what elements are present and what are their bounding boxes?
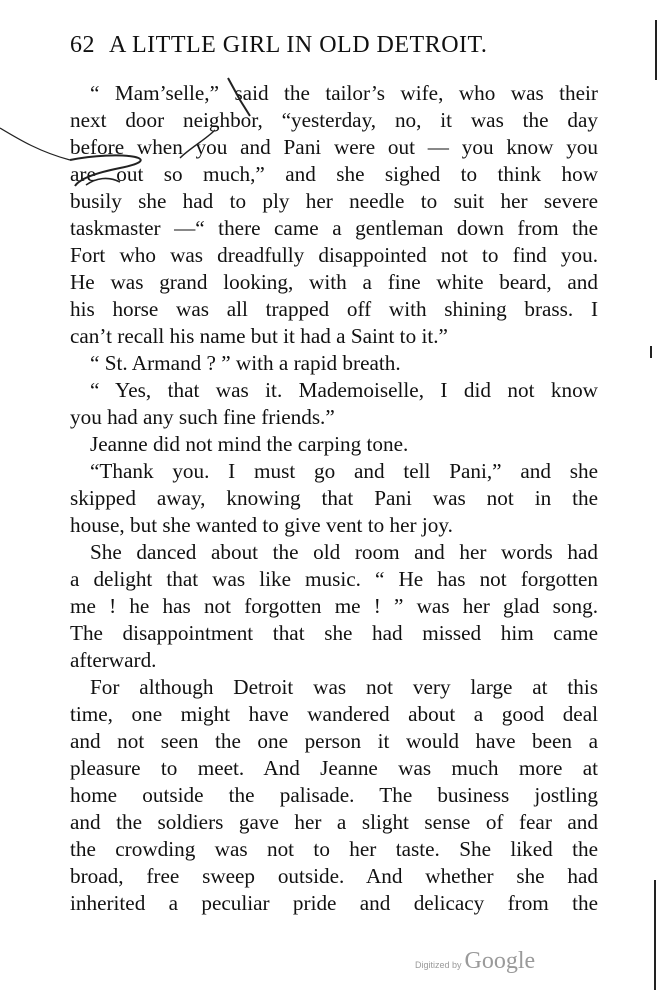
running-title: A LITTLE GIRL IN OLD DETROIT. bbox=[109, 32, 488, 58]
text-line: next door neighbor, “yesterday, no, it was the day bbox=[70, 108, 598, 132]
edge-mark-mid bbox=[650, 346, 652, 358]
text-line: She danced about the old room and her words had bbox=[90, 540, 598, 564]
text-line: taskmaster —“ there came a gentleman down from the bbox=[70, 216, 598, 240]
running-header bbox=[70, 32, 590, 59]
text-line: inherited a peculiar pride and delicacy from the bbox=[70, 891, 598, 915]
text-line: busily she had to ply her needle to suit her severe bbox=[70, 189, 598, 213]
digitized-label: Digitized by bbox=[415, 960, 462, 970]
text-line: the crowding was not to her taste. She liked the bbox=[70, 837, 598, 861]
digitized-watermark bbox=[415, 948, 535, 975]
text-line: broad, free sweep outside. And whether she had bbox=[70, 864, 598, 888]
text-line: time, one might have wandered about a good deal bbox=[70, 702, 598, 726]
text-line: “ St. Armand ? ” with a rapid breath. bbox=[90, 351, 401, 375]
text-line: “Thank you. I must go and tell Pani,” and she bbox=[90, 459, 598, 483]
google-logo-text: Google bbox=[464, 948, 536, 974]
text-line: Fort who was dreadfully disappointed not to find you. bbox=[70, 243, 598, 267]
text-line: and not seen the one person it would have been a bbox=[70, 729, 598, 753]
text-line: and the soldiers gave her a slight sense of fear and bbox=[70, 810, 598, 834]
text-line: a delight that was like music. “ He has not forgotten bbox=[70, 567, 598, 591]
body-text bbox=[70, 80, 598, 917]
text-line: Jeanne did not mind the carping tone. bbox=[90, 432, 409, 456]
text-line: pleasure to meet. And Jeanne was much more at bbox=[70, 756, 598, 780]
text-line: you had any such fine friends.” bbox=[70, 405, 335, 429]
text-line: are out so much,” and she sighed to think how bbox=[70, 162, 598, 186]
edge-mark-top bbox=[655, 20, 657, 80]
text-line: home outside the palisade. The business jostling bbox=[70, 783, 598, 807]
text-line: me ! he has not forgotten me ! ” was her glad song. bbox=[70, 594, 598, 618]
edge-mark-bottom bbox=[654, 880, 656, 990]
text-line: He was grand looking, with a fine white beard, and bbox=[70, 270, 598, 294]
text-line: can’t recall his name but it had a Saint to it.” bbox=[70, 324, 448, 348]
text-line: skipped away, knowing that Pani was not in the bbox=[70, 486, 598, 510]
text-line: The disappointment that she had missed him came bbox=[70, 621, 598, 645]
pen-stroke-1 bbox=[0, 128, 70, 160]
text-line: before when you and Pani were out — you know you bbox=[70, 135, 598, 159]
text-line: “ Yes, that was it. Mademoiselle, I did not know bbox=[90, 378, 598, 402]
text-line: his horse was all trapped off with shining brass. I bbox=[70, 297, 598, 321]
text-line: For although Detroit was not very large at this bbox=[90, 675, 598, 699]
text-line: “ Mam’selle,” said the tailor’s wife, who was their bbox=[90, 81, 598, 105]
page-number: 62 bbox=[70, 32, 95, 58]
text-line: afterward. bbox=[70, 648, 157, 672]
text-line: house, but she wanted to give vent to her joy. bbox=[70, 513, 453, 537]
